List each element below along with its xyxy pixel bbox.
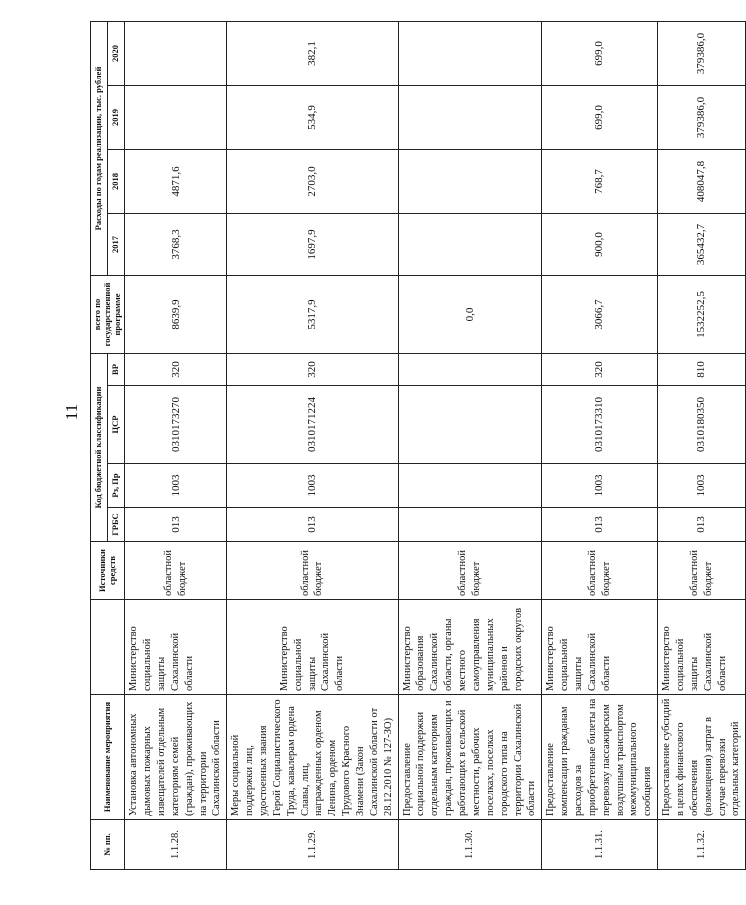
row-2018: 4871,6: [125, 150, 227, 214]
row-2019: [398, 86, 542, 150]
row-source: областной бюджет: [542, 542, 658, 600]
row-source: областной бюджет: [658, 542, 746, 600]
row-csr: [398, 386, 542, 464]
row-2020: 699,0: [542, 21, 658, 85]
row-2017: 3768,3: [125, 214, 227, 276]
row-name: Предоставление субсидий в целях финансового обеспечения (возмещения) затрат в случае перевозки отдельных категорий: [658, 695, 746, 820]
row-executor: Министерство образования Сахалинской области, органы местного самоуправления муниципальных районов и городских округов: [398, 600, 542, 695]
header-year-2020: 2020: [108, 21, 125, 85]
row-name: Предоставление социальной поддержки отдельным категориям граждан, проживающих и работающих в сельской местности, рабочих поселках, поселках городского типа на территории Сахалинской области: [398, 695, 542, 820]
row-2018: 2703,0: [227, 150, 398, 214]
row-rzpr: 1003: [658, 464, 746, 508]
table-row: [125, 21, 227, 869]
header-years-group: Расходы по годам реализации, тыс. рублей: [91, 21, 108, 275]
row-grbs: 013: [542, 508, 658, 542]
row-2020: 379386,0: [658, 21, 746, 85]
header-name: Наименование мероприятия: [91, 695, 125, 820]
row-grbs: [398, 508, 542, 542]
row-source: областной бюджет: [125, 542, 227, 600]
row-2019: 379386,0: [658, 86, 746, 150]
header-num: № пп.: [91, 820, 125, 870]
row-name: Предоставление компенсации гражданам расходов за приобретенные билеты на перевозку пассажирским воздушным транспортом межмуниципального сообщения: [542, 695, 658, 820]
row-num: 1.1.29.: [227, 820, 398, 870]
row-2018: 768,7: [542, 150, 658, 214]
row-name: Меры социальной поддержки лиц, удостоенных звания Герой Социалистического Труда, кавалерам ордена Славы, лиц, награжденных орденом Ленина, орденом Трудового Красного Знамени (Закон Сахалинской области от 28.12.2010 № 127-ЗО): [227, 695, 398, 820]
row-2017: 365432,7: [658, 214, 746, 276]
row-2018: 408047,8: [658, 150, 746, 214]
header-csr: ЦСР: [108, 386, 125, 464]
header-year-2018: 2018: [108, 150, 125, 214]
header-year-2017: 2017: [108, 214, 125, 276]
row-num: 1.1.32.: [658, 820, 746, 870]
budget-table: [90, 21, 746, 870]
row-rzpr: [398, 464, 542, 508]
row-num: 1.1.30.: [398, 820, 542, 870]
row-vr: 320: [542, 354, 658, 386]
row-2020: [398, 21, 542, 85]
row-vr: [398, 354, 542, 386]
row-csr: 0310171224: [227, 386, 398, 464]
row-rzpr: 1003: [227, 464, 398, 508]
row-num: 1.1.31.: [542, 820, 658, 870]
row-grbs: 013: [125, 508, 227, 542]
page-number: 11: [62, 403, 81, 421]
table-row: [227, 21, 398, 869]
header-vr: ВР: [108, 354, 125, 386]
row-executor: Министерство социальной защиты Сахалинской области: [125, 600, 227, 695]
row-2020: [125, 21, 227, 85]
header-source: Источники средств: [91, 542, 125, 600]
row-csr: 0310173310: [542, 386, 658, 464]
row-vr: 320: [125, 354, 227, 386]
header-grbs: ГРБС: [108, 508, 125, 542]
row-executor: Министерство социальной защиты Сахалинской области: [542, 600, 658, 695]
row-rzpr: 1003: [542, 464, 658, 508]
row-csr: 0310180350: [658, 386, 746, 464]
header-rzpr: Рз, Пр: [108, 464, 125, 508]
header-executor: [91, 600, 125, 695]
row-2019: 534,9: [227, 86, 398, 150]
row-rzpr: 1003: [125, 464, 227, 508]
row-total: 8639,9: [125, 276, 227, 354]
row-vr: 320: [227, 354, 398, 386]
row-source: областной бюджет: [398, 542, 542, 600]
row-total: 0,0: [398, 276, 542, 354]
header-year-2019: 2019: [108, 86, 125, 150]
rotated-table-area: [90, 22, 742, 870]
table-row: [658, 21, 746, 869]
row-2017: [398, 214, 542, 276]
header-total: всего по государственной программе: [91, 276, 125, 354]
row-grbs: 013: [227, 508, 398, 542]
row-total: 1532252,5: [658, 276, 746, 354]
row-name: Установка автономных дымовых пожарных извещателей отдельным категориям семей (граждан), проживающих на территории Сахалинской области: [125, 695, 227, 820]
row-executor: Министерство социальной защиты Сахалинской области: [227, 600, 398, 695]
row-2018: [398, 150, 542, 214]
row-2019: 699,0: [542, 86, 658, 150]
row-source: областной бюджет: [227, 542, 398, 600]
row-total: 3066,7: [542, 276, 658, 354]
table-row: [398, 21, 542, 869]
row-total: 5317,9: [227, 276, 398, 354]
header-budget-group: Код бюджетной классификации: [91, 354, 108, 542]
row-grbs: 013: [658, 508, 746, 542]
row-num: 1.1.28.: [125, 820, 227, 870]
row-csr: 0310173270: [125, 386, 227, 464]
row-2017: 1697,9: [227, 214, 398, 276]
row-executor: Министерство социальной защиты Сахалинской области: [658, 600, 746, 695]
row-2020: 382,1: [227, 21, 398, 85]
table-row: [542, 21, 658, 869]
row-2019: [125, 86, 227, 150]
row-2017: 900,0: [542, 214, 658, 276]
row-vr: 810: [658, 354, 746, 386]
